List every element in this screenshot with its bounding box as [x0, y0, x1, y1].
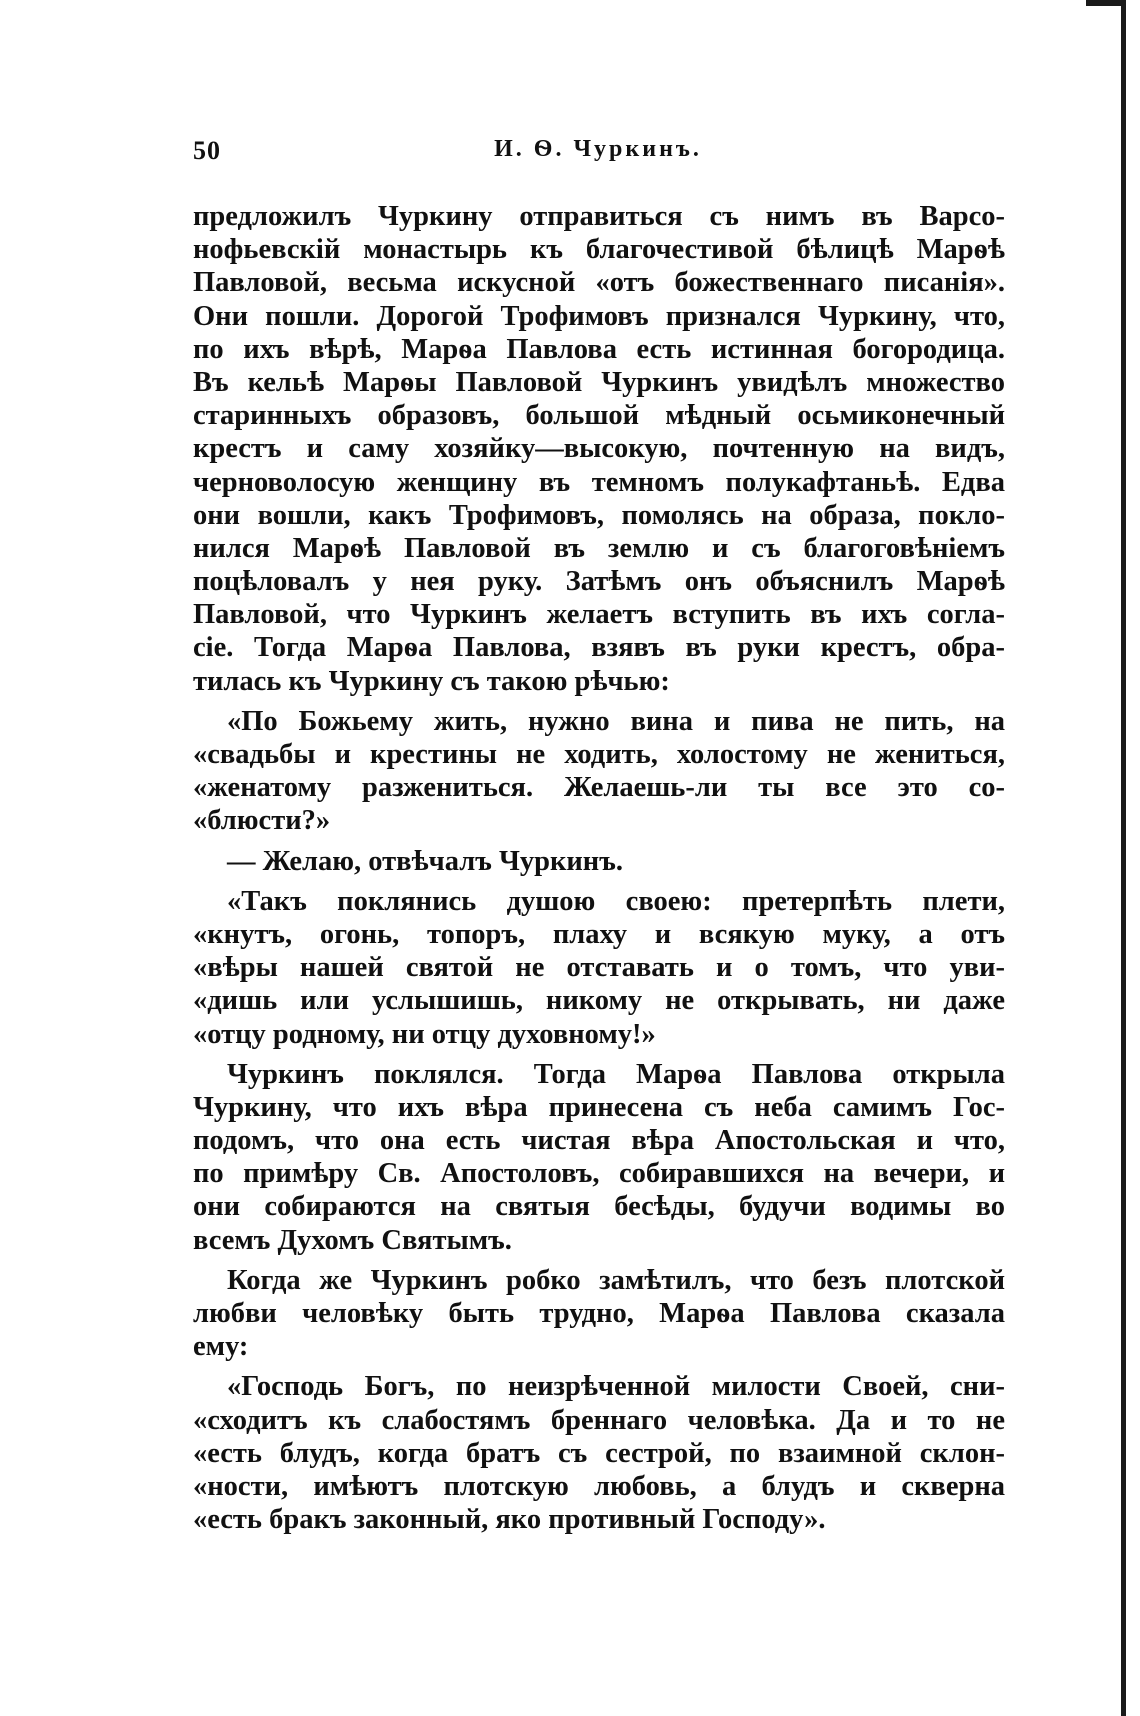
text-line: по ихъ вѣрѣ, Марѳа Павлова есть истинная богородица.: [193, 333, 1005, 365]
page-edge: [1121, 0, 1126, 1716]
text-line: Павловой, что Чуркинъ желаетъ вступить въ ихъ согла-: [193, 599, 1005, 631]
text-line: по примѣру Св. Апостоловъ, собиравшихся на вечери, и: [193, 1158, 1005, 1190]
text-line: «есть блудъ, когда братъ съ сестрой, по взаимной склон-: [193, 1437, 1005, 1469]
text-line: Павловой, весьма искусной «отъ божественнаго писанія».: [193, 267, 1005, 299]
text-line: предложилъ Чуркину отправиться съ нимъ въ Варсо-: [193, 201, 1005, 232]
text-line: тилась къ Чуркину съ такою рѣчью:: [193, 665, 670, 697]
text-line: любви человѣку быть трудно, Марѳа Павлова сказала: [193, 1298, 1005, 1329]
running-title: И. Ѳ. Чуркинъ.: [494, 136, 702, 162]
text-line: сіе. Тогда Марѳа Павлова, взявъ въ руки крестъ, обра-: [193, 632, 1005, 664]
text-line: «женатому разжениться. Желаешь-ли ты все это со-: [193, 772, 1005, 804]
page-number: 50: [193, 136, 221, 165]
text-line: нофьевскій монастырь къ благочестивой бѣлицѣ Марѳѣ: [193, 234, 1005, 266]
body-text: [193, 200, 1005, 1536]
text-line: «Господь Богъ, по неизрѣченной милости Своей, сни-: [227, 1371, 1005, 1403]
text-line: «ности, имѣютъ плотскую любовь, а блудъ и скверна: [193, 1470, 1005, 1502]
text-line: «свадьбы и крестины не ходить, холостому не жениться,: [193, 739, 1005, 770]
text-line: «вѣры нашей святой не отставать и о томъ, что уви-: [193, 952, 1005, 984]
text-line: Въ кельѣ Марѳы Павловой Чуркинъ увидѣлъ множество: [193, 366, 1005, 398]
text-line: они собираются на святыя бесѣды, будучи водимы во: [193, 1191, 1005, 1223]
text-line: нился Марѳѣ Павловой въ землю и съ благоговѣніемъ: [193, 532, 1005, 564]
text-line: «есть бракъ законный, яко противный Господу».: [193, 1504, 826, 1536]
text-line: «сходитъ къ слабостямъ бреннаго человѣка. Да и то не: [193, 1404, 1005, 1436]
page-header: [193, 136, 1003, 176]
text-line: черноволосую женщину въ темномъ полукафтаньѣ. Едва: [193, 466, 1005, 498]
text-line: — Желаю, отвѣчалъ Чуркинъ.: [227, 845, 623, 877]
text-line: ему:: [193, 1331, 249, 1363]
text-line: «Такъ поклянись душою своею: претерпѣть плети,: [227, 885, 1005, 917]
text-line: поцѣловалъ у нея руку. Затѣмъ онъ объяснилъ Марѳѣ: [193, 566, 1005, 598]
text-line: «дишь или услышишь, никому не открывать, ни даже: [193, 985, 1005, 1017]
text-line: «блюсти?»: [193, 805, 331, 837]
text-line: Чуркину, что ихъ вѣра принесена съ неба самимъ Гос-: [193, 1091, 1005, 1123]
text-line: «отцу родному, ни отцу духовному!»: [193, 1018, 656, 1050]
text-line: Они пошли. Дорогой Трофимовъ признался Чуркину, что,: [193, 300, 1005, 332]
text-line: «По Божьему жить, нужно вина и пива не пить, на: [227, 705, 1005, 737]
text-line: всемъ Духомъ Святымъ.: [193, 1224, 512, 1256]
text-line: подомъ, что она есть чистая вѣра Апостольская и что,: [193, 1125, 1005, 1157]
text-line: крестъ и саму хозяйку—высокую, почтенную на видъ,: [193, 433, 1005, 465]
text-line: Когда же Чуркинъ робко замѣтилъ, что безъ плотской: [227, 1264, 1005, 1296]
text-line: старинныхъ образовъ, большой мѣдный осьмиконечный: [193, 400, 1005, 432]
text-line: они вошли, какъ Трофимовъ, помолясь на образа, покло-: [193, 499, 1005, 531]
text-line: Чуркинъ поклялся. Тогда Марѳа Павлова открыла: [227, 1058, 1005, 1090]
text-line: «кнутъ, огонь, топоръ, плаху и всякую муку, а отъ: [193, 918, 1005, 950]
page-edge-top: [1086, 0, 1126, 6]
